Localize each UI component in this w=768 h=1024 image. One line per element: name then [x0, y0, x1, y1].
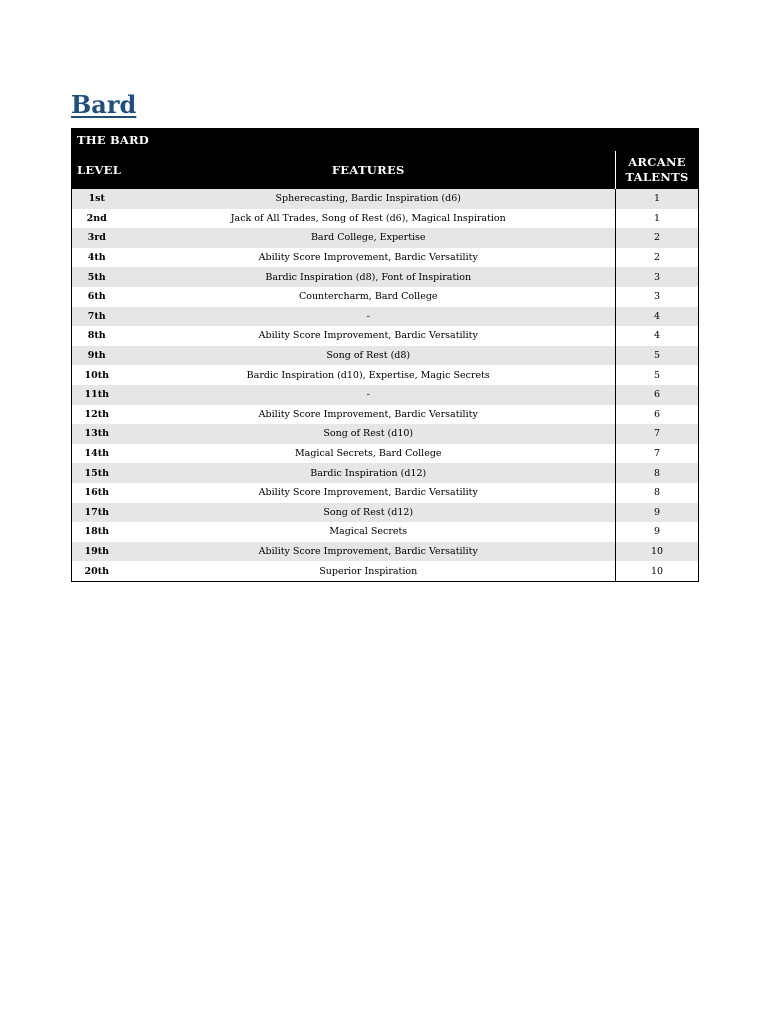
- arcane-talents-cell: 4: [616, 307, 699, 327]
- level-cell: 12th: [72, 405, 122, 425]
- features-cell: Song of Rest (d10): [122, 424, 616, 444]
- level-cell: 5th: [72, 267, 122, 287]
- table-row: [72, 365, 699, 385]
- table-row: [72, 209, 699, 229]
- table-row: [72, 522, 699, 542]
- level-cell: 18th: [72, 522, 122, 542]
- level-cell: 20th: [72, 561, 122, 581]
- features-cell: Spherecasting, Bardic Inspiration (d6): [122, 189, 616, 209]
- table-row: [72, 385, 699, 405]
- level-cell: 2nd: [72, 209, 122, 229]
- level-cell: 19th: [72, 542, 122, 562]
- arcane-talents-cell: 5: [616, 346, 699, 366]
- features-cell: Jack of All Trades, Song of Rest (d6), Magical Inspiration: [122, 209, 616, 229]
- table-row: [72, 228, 699, 248]
- features-cell: Bardic Inspiration (d10), Expertise, Magic Secrets: [122, 365, 616, 385]
- table-row: [72, 307, 699, 327]
- bard-progression-table: [71, 128, 699, 582]
- arcane-talents-cell: 2: [616, 248, 699, 268]
- level-cell: 1st: [72, 189, 122, 209]
- features-cell: Ability Score Improvement, Bardic Versatility: [122, 483, 616, 503]
- table-row: [72, 561, 699, 581]
- level-cell: 6th: [72, 287, 122, 307]
- features-cell: Ability Score Improvement, Bardic Versatility: [122, 405, 616, 425]
- table-row: [72, 405, 699, 425]
- arcane-talents-cell: 7: [616, 424, 699, 444]
- table-row: [72, 424, 699, 444]
- features-cell: Bardic Inspiration (d12): [122, 463, 616, 483]
- table-row: [72, 503, 699, 523]
- arcane-talents-cell: 6: [616, 385, 699, 405]
- table-header-row: [72, 151, 699, 189]
- table-caption: THE BARD: [72, 129, 699, 152]
- arcane-talents-cell: 4: [616, 326, 699, 346]
- arcane-talents-cell: 9: [616, 522, 699, 542]
- arcane-talents-cell: 1: [616, 209, 699, 229]
- table-row: [72, 267, 699, 287]
- header-features: FEATURES: [122, 151, 616, 189]
- header-arcane-talents: ARCANE TALENTS: [616, 151, 699, 189]
- level-cell: 14th: [72, 444, 122, 464]
- features-cell: Ability Score Improvement, Bardic Versatility: [122, 248, 616, 268]
- arcane-talents-cell: 5: [616, 365, 699, 385]
- features-cell: Magical Secrets: [122, 522, 616, 542]
- arcane-talents-cell: 7: [616, 444, 699, 464]
- arcane-talents-cell: 10: [616, 561, 699, 581]
- arcane-talents-cell: 6: [616, 405, 699, 425]
- table-row: [72, 189, 699, 209]
- arcane-talents-cell: 1: [616, 189, 699, 209]
- level-cell: 16th: [72, 483, 122, 503]
- features-cell: Ability Score Improvement, Bardic Versatility: [122, 326, 616, 346]
- level-cell: 17th: [72, 503, 122, 523]
- features-cell: Ability Score Improvement, Bardic Versatility: [122, 542, 616, 562]
- table-row: [72, 542, 699, 562]
- table-row: [72, 326, 699, 346]
- table-row: [72, 463, 699, 483]
- features-cell: Countercharm, Bard College: [122, 287, 616, 307]
- page-title: Bard: [71, 90, 137, 119]
- level-cell: 4th: [72, 248, 122, 268]
- arcane-talents-cell: 2: [616, 228, 699, 248]
- features-cell: Bard College, Expertise: [122, 228, 616, 248]
- level-cell: 9th: [72, 346, 122, 366]
- features-cell: Bardic Inspiration (d8), Font of Inspiration: [122, 267, 616, 287]
- table-row: [72, 287, 699, 307]
- level-cell: 13th: [72, 424, 122, 444]
- level-cell: 8th: [72, 326, 122, 346]
- table-caption-row: [72, 129, 699, 152]
- features-cell: -: [122, 307, 616, 327]
- table-row: [72, 444, 699, 464]
- table-row: [72, 248, 699, 268]
- arcane-talents-cell: 3: [616, 267, 699, 287]
- features-cell: Song of Rest (d8): [122, 346, 616, 366]
- level-cell: 15th: [72, 463, 122, 483]
- arcane-talents-cell: 10: [616, 542, 699, 562]
- features-cell: -: [122, 385, 616, 405]
- features-cell: Magical Secrets, Bard College: [122, 444, 616, 464]
- level-cell: 3rd: [72, 228, 122, 248]
- arcane-talents-cell: 9: [616, 503, 699, 523]
- table-body: [72, 189, 699, 581]
- features-cell: Superior Inspiration: [122, 561, 616, 581]
- table-row: [72, 346, 699, 366]
- level-cell: 11th: [72, 385, 122, 405]
- features-cell: Song of Rest (d12): [122, 503, 616, 523]
- arcane-talents-cell: 8: [616, 483, 699, 503]
- level-cell: 10th: [72, 365, 122, 385]
- header-level: LEVEL: [72, 151, 122, 189]
- level-cell: 7th: [72, 307, 122, 327]
- arcane-talents-cell: 3: [616, 287, 699, 307]
- table-row: [72, 483, 699, 503]
- arcane-talents-cell: 8: [616, 463, 699, 483]
